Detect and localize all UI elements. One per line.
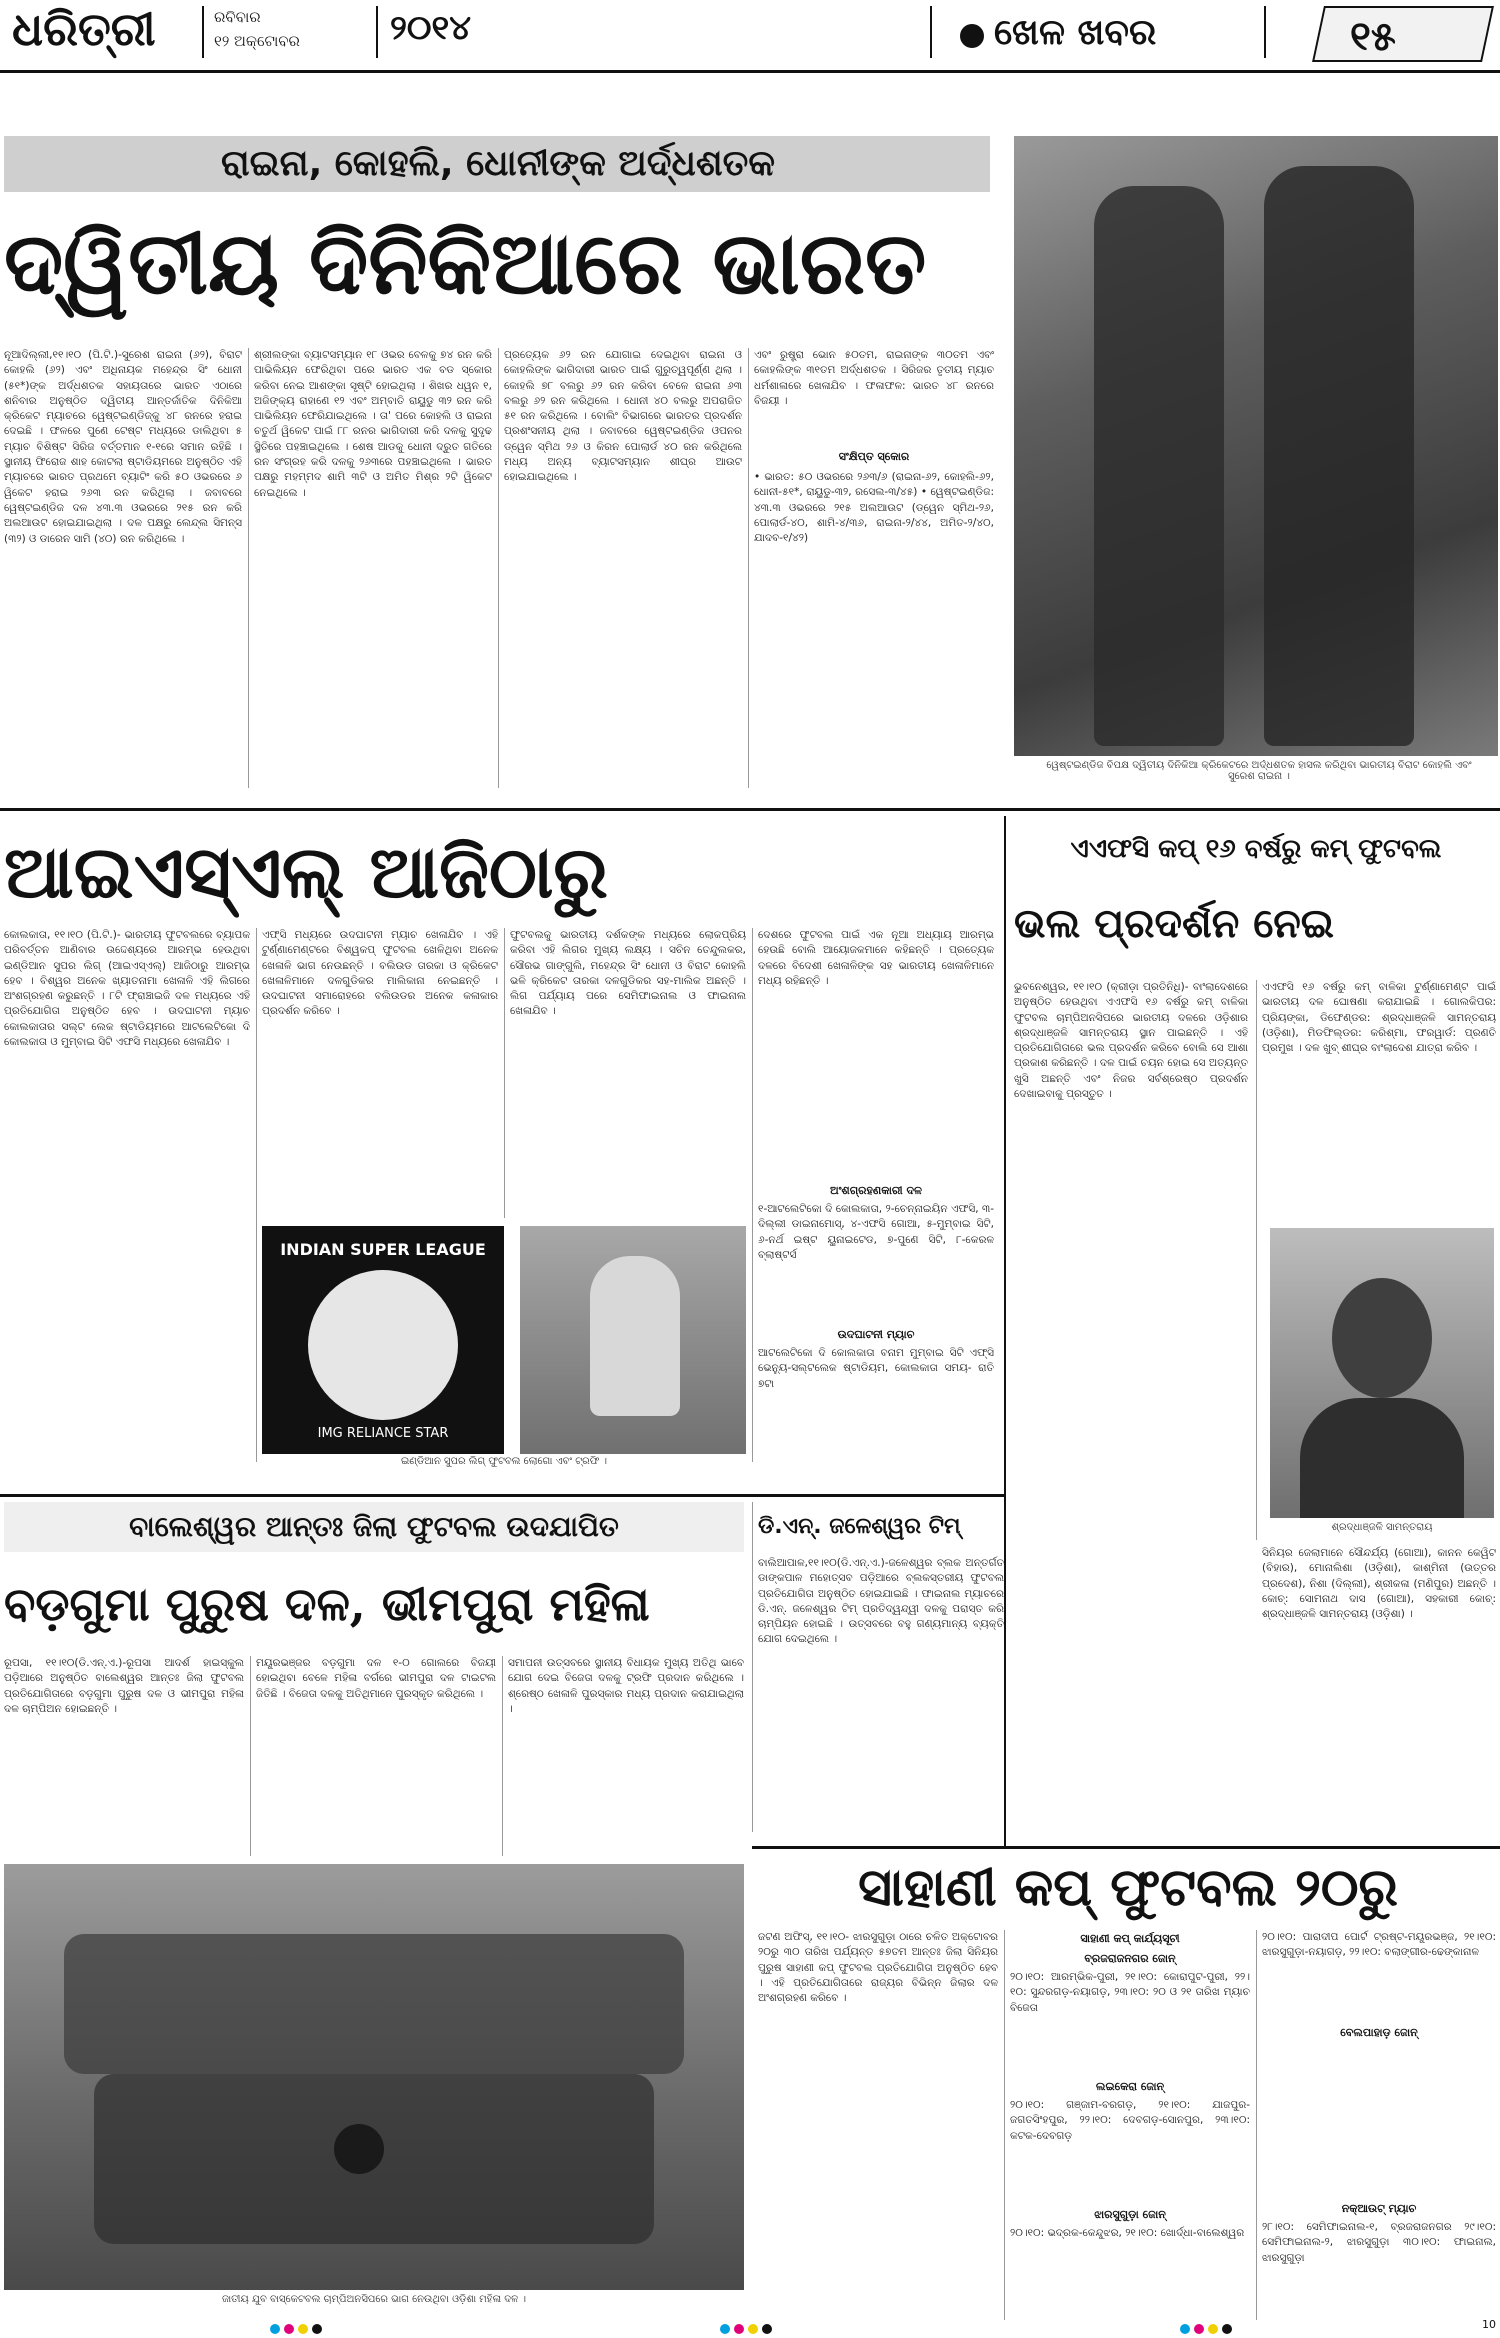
section-rule-3 (752, 1846, 1500, 1849)
story4-headline: ବଡ଼ଗୁମା ପୁରୁଷ ଦଳ, ଭୀମପୁରା ମହିଳା (4, 1577, 650, 1631)
story3-kicker: ଏଏଫସି କପ୍ ୧୬ ବର୍ଷରୁ କମ୍ ଫୁଟବଲ (1070, 834, 1442, 864)
masthead (0, 0, 1500, 68)
teams-heading: ଅଂଶଗ୍ରହଣକାରୀ ଦଳ (830, 1184, 922, 1197)
basketball-icon (334, 2124, 384, 2174)
knockout-list: ୨୮।୧୦: ସେମିଫାଇନାଲ-୧, ବ୍ରଜରାଜନଗର ୨୯।୧୦: ସେମିଫାଇନାଲ-୨, ଝାରସୁଗୁଡ଼ା ୩୦।୧୦: ଫାଇନାଲ, ଝାରସୁଗୁଡ଼ା (1262, 2221, 1496, 2264)
opening-match-text: ଆଟଲେଟିକୋ ଦି କୋଲକାତା ବନାମ ମୁମ୍ବାଇ ସିଟି ଏଫ୍‌ସି ଭେନ୍ୟୁ-ସଲ୍ଟଲେକ ଷ୍ଟାଡିୟମ, କୋଲକାତା ସମୟ- ରାତି ୭ଟା (758, 1347, 994, 1390)
story4-col1: ରୂପସା, ୧୧।୧୦(ଡି.ଏନ୍.ଏ.)-ରୂପସା ଆଦର୍ଶ ହାଇସ୍କୁଲ ପଡ଼ିଆରେ ଅନୁଷ୍ଠିତ ବାଲେଶ୍ୱର ଆନ୍ତଃ ଜିଲା ଫୁଟବଲ ପ୍ରତିଯୋଗିତାରେ ବଡ଼ଗୁମା ପୁରୁଷ ଦଳ ଓ ଭୀମପୁରା ମହିଳା ଦଳ ଚାମ୍ପିଅନ ହୋଇଛନ୍ତି । (4, 1657, 244, 1715)
masthead-rule (0, 70, 1500, 73)
story1-kicker: ରାଇନା, କୋହଲି, ଧୋନୀଙ୍କ ଅର୍ଦ୍ଧଶତକ (221, 143, 775, 184)
masthead-year: ୨୦୧୪ (390, 8, 472, 48)
isl-logo-text: INDIAN SUPER LEAGUE (280, 1240, 486, 1259)
registration-mark (734, 2324, 744, 2334)
newspaper-logo: ଧରିତ୍ରୀ (12, 2, 156, 56)
story3-headline: ଭଲ ପ୍ରଦର୍ଶନ ନେଇ (1014, 901, 1335, 947)
registration-mark (748, 2324, 758, 2334)
story5-body: ବାଲିଆପାଳ,୧୧।୧୦(ଡି.ଏନ୍.ଏ.)-ଜଳେଶ୍ୱର ବ୍ଲକ ଅନ୍ତର୍ଗତ ଡାଙ୍କପାଳ ମହୋତ୍ସବ ପଡ଼ିଆରେ ବ୍ଲକସ୍ତରୀୟ ଫୁଟବଲ ପ୍ରତିଯୋଗିତା ଅନୁଷ୍ଠିତ ହୋଇଯାଇଛି । ଫାଇନାଲ ମ୍ୟାଚରେ ଡି.ଏନ୍. ଜଳେଶ୍ୱର ଟିମ୍ ପ୍ରତିଦ୍ୱନ୍ଦ୍ୱୀ ଦଳକୁ ପରାସ୍ତ କରି ଚାମ୍ପିୟନ ହୋଇଛି । ଉତ୍ସବରେ ବହୁ ଗଣ୍ୟମାନ୍ୟ ବ୍ୟକ୍ତି ଯୋଗ ଦେଇଥିଲେ । (758, 1557, 1004, 1646)
story3-col2: ଏଏଫସି ୧୬ ବର୍ଷରୁ କମ୍ ବାଳିକା ଟୁର୍ଣ୍ଣାମେଣ୍ଟ ପାଇଁ ଭାରତୀୟ ଦଳ ଘୋଷଣା କରାଯାଇଛି । ଗୋଲକିପର: ପ୍ରିୟଙ୍କା, ଡିଫେଣ୍ଡର: ଶ୍ରଦ୍ଧାଞ୍ଜଳି ସାମନ୍ତରାୟ (ଓଡ଼ିଶା), ମିଡଫିଲ୍ଡର: କରିଶ୍ମା, ଫରୱାର୍ଡ: ପ୍ରଣତି ପ୍ରମୁଖ । ଦଳ ଖୁବ୍ ଶୀଘ୍ର ବାଂଲାଦେଶ ଯାତ୍ରା କରିବ । (1262, 981, 1496, 1055)
story6-headline: ସାହାଣୀ କପ୍ ଫୁଟବଲ ୨୦ରୁ (858, 1857, 1398, 1918)
story3-col1: ଭୁବନେଶ୍ୱର, ୧୧।୧୦ (କ୍ରୀଡ଼ା ପ୍ରତିନିଧି)- ବାଂଲାଦେଶରେ ଅନୁଷ୍ଠିତ ହେଉଥିବା ଏଏଫସି ୧୬ ବର୍ଷରୁ କମ୍ ବାଳିକା ଫୁଟବଲ ଚାମ୍ପିଅନସିପରେ ଭାରତୀୟ ଦଳରେ ଓଡ଼ିଶାର ଶ୍ରଦ୍ଧାଞ୍ଜଳି ସାମନ୍ତରାୟ ସ୍ଥାନ ପାଇଛନ୍ତି । ଏହି ପ୍ରତିଯୋଗିତାରେ ଭଲ ପ୍ରଦର୍ଶନ କରିବେ ବୋଲି ସେ ଆଶା ପ୍ରକାଶ କରିଛନ୍ତି । ଦଳ ପାଇଁ ଚୟନ ହୋଇ ସେ ଅତ୍ୟନ୍ତ ଖୁସି ଅଛନ୍ତି ଏବଂ ନିଜର ସର୍ବଶ୍ରେଷ୍ଠ ପ୍ରଦର୍ଶନ ଦେଖାଇବାକୁ ପ୍ରସ୍ତୁତ । (1014, 981, 1248, 1101)
story4-caption: ଜାତୀୟ ଯୁବ ବାସ୍କେଟବଲ ଚାମ୍ପିଅନସିପରେ ଭାଗ ନେଉଥିବା ଓଡ଼ିଶା ମହିଳା ଦଳ । (221, 2294, 527, 2305)
trophy-icon (590, 1256, 680, 1416)
section-rule-1 (0, 808, 1500, 811)
story1-col1: ନୂଆଦିଲ୍ଲୀ,୧୧।୧୦ (ପି.ଟି.)-ସୁରେଶ ରାଇନା (୬୨), ବିରାଟ କୋହଲି (୬୨) ଏବଂ ଅଧିନାୟକ ମହେନ୍ଦ୍ର ସିଂ ଧୋନୀ (୫୧*)ଙ୍କ ଅର୍ଦ୍ଧଶତକ ସହାୟତାରେ ଭାରତ ଏଠାରେ ଶନିବାର ଅନୁଷ୍ଠିତ ଦ୍ୱିତୀୟ ଆନ୍ତର୍ଜାତିକ ଦିନିକିଆ କ୍ରିକେଟ ମ୍ୟାଚରେ ୱେଷ୍ଟଇଣ୍ଡିଜ୍‌କୁ ୪୮ ରନରେ ହରାଇ ଦେଇଛି । ଫଳରେ ପୁଣେ ଟେଷ୍ଟ ମଧ୍ୟରେ ଡାଲିଥିବା ୫ ମ୍ୟାଚ ବିଶିଷ୍ଟ ସିରିଜ ବର୍ତ୍ତମାନ ୧-୧ରେ ସମାନ ରହିଛି । ସ୍ଥାନୀୟ ଫିରୋଜ ଶାହ କୋଟଲା ଷ୍ଟାଡିୟମରେ ଅନୁଷ୍ଠିତ ଏହି ମ୍ୟାଚରେ ଭାରତ ପ୍ରଥମେ ବ୍ୟାଟିଂ କରି ୫୦ ଓଭରରେ ୬ ୱିକେଟ ହରାଇ ୨୬୩ ରନ କରିଥିଲା । ଜବାବରେ ୱେଷ୍ଟଇଣ୍ଡିଜ ଦଳ ୪୩.୩ ଓଭରରେ ୨୧୫ ରନ କରି ଅଲଆଉଟ ହୋଇଯାଇଥିଲା । ଦଳ ପକ୍ଷରୁ ଲେନ୍ଦ୍ଲ ସିମନ୍ସ (୩୨) ଓ ଡାରେନ ସାମି (୪୦) ରନ କରିଥିଲେ । (4, 349, 242, 545)
zone4-heading: ବେଲପାହାଡ଼ ଜୋନ୍ (1340, 2026, 1418, 2039)
isl-logo-panel (262, 1226, 504, 1454)
masthead-day: ରବିବାର (214, 8, 261, 26)
story2-col3: ଫୁଟବଲକୁ ଭାରତୀୟ ଦର୍ଶକଙ୍କ ମଧ୍ୟରେ ଲୋକପ୍ରିୟ କରିବା ଏହି ଲିଗର ମୁଖ୍ୟ ଲକ୍ଷ୍ୟ । ସଚିନ ତେନ୍ଦୁଲକର, ସୌରଭ ଗାଙ୍ଗୁଲି, ମହେନ୍ଦ୍ର ସିଂ ଧୋନୀ ଓ ବିରାଟ କୋହଲି ଭଳି କ୍ରିକେଟ ତାରକା ଦଳଗୁଡିକର ସହ-ମାଲିକ ଅଛନ୍ତି । ଲିଗ ପର୍ଯ୍ୟାୟ ପରେ ସେମିଫାଇନାଲ ଓ ଫାଇନାଲ ଖେଳାଯିବ । (510, 929, 746, 1018)
scoreboard-text: • ଭାରତ: ୫୦ ଓଭରରେ ୨୬୩/୬ (ରାଇନା-୬୨, କୋହଲି-୬୨, ଧୋନୀ-୫୧*, ରାୟୁଡୁ-୩୨, ରସେଲ-୩/୪୫) • ୱେଷ୍ଟଇଣ୍ଡିଜ: ୪୩.୩ ଓଭରରେ ୨୧୫ ଅଲଆଉଟ (ଡ୍ୱେନ ସ୍ମିଥ-୨୬, ପୋଲାର୍ଡ-୪୦, ଶାମି-୪/୩୬, ରାଇନା-୨/୪୪, ଅମିତ-୨/୪୦, ଯାଦବ-୧/୪୨) (754, 471, 994, 545)
zone1-list: ୨୦।୧୦: ଆରମ୍ଭିକ-ପୁରୀ, ୨୧।୧୦: କୋରାପୁଟ-ପୁରୀ, ୨୨।୧୦: ସୁନ୍ଦରଗଡ଼-ନୟାଗଡ଼, ୨୩।୧୦: ୨୦ ଓ ୨୧ ତାରିଖ ମ୍ୟାଚ ବିଜେତା (1010, 1971, 1250, 2014)
page-number-tab (1312, 6, 1494, 62)
registration-mark (1194, 2324, 1204, 2334)
scoreboard-heading: ସଂକ୍ଷିପ୍ତ ସ୍କୋର (838, 450, 910, 463)
zone1-heading: ବ୍ରଜରାଜନଗର ଜୋନ୍ (1084, 1952, 1176, 1965)
masthead-date: ୧୨ ଅକ୍ଟୋବର (214, 32, 300, 50)
sradhanjali-photo (1270, 1228, 1494, 1518)
story1-col4: ଏବଂ ରୁଷ୍ଟ୍ରା ଭୋନ ୫୦ତମ, ରାଇନାଙ୍କ ୩୦ତମ ଏବଂ କୋହଲିଙ୍କ ୩୧ତମ ଅର୍ଦ୍ଧଶତକ । ସିରିଜର ତୃତୀୟ ମ୍ୟାଚ ଧର୍ମଶାଳାରେ ଖେଳାଯିବ । ଫଳାଫଳ: ଭାରତ ୪୮ ରନରେ ବିଜୟୀ । (754, 349, 994, 407)
story2-col4: ଦେଶରେ ଫୁଟବଲ ପାଇଁ ଏକ ନୂଆ ଅଧ୍ୟାୟ ଆରମ୍ଭ ହେଉଛି ବୋଲି ଆୟୋଜକମାନେ କହିଛନ୍ତି । ପ୍ରତ୍ୟେକ ଦଳରେ ବିଦେଶୀ ଖେଳାଳିଙ୍କ ସହ ଭାରତୀୟ ଖେଳାଳିମାନେ ମଧ୍ୟ ରହିଛନ୍ତି । (758, 929, 994, 987)
registration-mark (1180, 2324, 1190, 2334)
teams-list: ୧-ଆଟଲେଟିକୋ ଦି କୋଲକାତା, ୨-ଚେନ୍ନାଇୟିନ ଏଫସି, ୩-ଦିଲ୍ଲୀ ଡାଇନାମୋସ୍, ୪-ଏଫସି ଗୋଆ, ୫-ମୁମ୍ବାଇ ସିଟି, ୬-ନର୍ଥ ଇଷ୍ଟ ୟୁନାଇଟେଡ, ୭-ପୁଣେ ସିଟି, ୮-କେରଳ ବ୍ଲାଷ୍ଟର୍ସ (758, 1203, 994, 1261)
registration-mark (284, 2324, 294, 2334)
registration-mark (762, 2324, 772, 2334)
story6-body: ଜଟଣ ଅଫିସ୍, ୧୧।୧୦- ଝାରସୁଗୁଡ଼ା ଠାରେ ଚଳିତ ଅକ୍ଟୋବର ୨୦ରୁ ୩୦ ତାରିଖ ପର୍ଯ୍ୟନ୍ତ ୫୭ତମ ଆନ୍ତଃ ଜିଲା ସିନିୟର ପୁରୁଷ ସାହାଣୀ କପ୍ ଫୁଟବଲ ପ୍ରତିଯୋଗିତା ଅନୁଷ୍ଠିତ ହେବ । ଏହି ପ୍ରତିଯୋଗିତାରେ ରାଜ୍ୟର ବିଭିନ୍ନ ଜିଲାର ଦଳ ଅଂଶଗ୍ରହଣ କରିବେ । (758, 1931, 998, 2005)
section-icon (960, 24, 984, 48)
story4-col3: ସମାପନୀ ଉତ୍ସବରେ ସ୍ଥାନୀୟ ବିଧାୟକ ମୁଖ୍ୟ ଅତିଥି ଭାବେ ଯୋଗ ଦେଇ ବିଜେତା ଦଳକୁ ଟ୍ରଫି ପ୍ରଦାନ କରିଥିଲେ । ଶ୍ରେଷ୍ଠ ଖେଳାଳି ପୁରସ୍କାର ମଧ୍ୟ ପ୍ରଦାନ କରାଯାଇଥିଲା । (508, 1657, 744, 1715)
page-number: ୧୫ (1350, 14, 1396, 60)
story4-col2: ମୟୂରଭଞ୍ଜର ବଡ଼ଗୁମା ଦଳ ୧-୦ ଗୋଲରେ ବିଜୟୀ ହୋଇଥିବା ବେଳେ ମହିଳା ବର୍ଗରେ ଭୀମପୁରା ଦଳ ଟାଇଟଲ ଜିତିଛି । ବିଜେତା ଦଳକୁ ଅତିଥିମାନେ ପୁରସ୍କୃତ କରିଥିଲେ । (256, 1657, 496, 1700)
story2-headline: ଆଇଏସ୍ଏଲ୍ ଆଜିଠାରୁ (4, 829, 608, 914)
zone2-heading: ଲଇକେରା ଜୋନ୍ (1095, 2080, 1165, 2093)
story1-col3: ପ୍ରତ୍ୟେକ ୬୨ ରନ ଯୋଗାଇ ଦେଇଥିବା ରାଇନା ଓ କୋହଲିଙ୍କ ଭାଗିଦାରୀ ଭାରତ ପାଇଁ ଗୁରୁତ୍ୱପୂର୍ଣ୍ଣ ଥିଲା । କୋହଲି ୭୮ ବଲରୁ ୬୨ ରନ କରିବା ବେଳେ ରାଇନା ୬୩ ବଲରୁ ୬୨ ରନ କରିଥିଲେ । ଧୋନୀ ୪୦ ବଲରୁ ଅପରାଜିତ ୫୧ ରନ କରିଥିଲେ । ବୋଲିଂ ବିଭାଗରେ ଭାରତର ପ୍ରଦର୍ଶନ ପ୍ରଶଂସନୀୟ ଥିଲା । ଜବାବରେ ୱେଷ୍ଟଇଣ୍ଡିଜ ଓପନର ଡ୍ୱେନ ସ୍ମିଥ ୨୬ ଓ କିରନ ପୋଲାର୍ଡ ୪୦ ରନ କରିଥିଲେ ମଧ୍ୟ ଅନ୍ୟ ବ୍ୟାଟସମ୍ୟାନ ଶୀଘ୍ର ଆଉଟ ହୋଇଯାଇଥିଲେ । (504, 349, 742, 484)
story2-caption: ଇଣ୍ଡିଆନ ସୁପର ଲିଗ୍ ଫୁଟବଲ ଲୋଗୋ ଏବଂ ଟ୍ରଫି । (400, 1456, 607, 1467)
registration-mark (1208, 2324, 1218, 2334)
zone3-list: ୨୦।୧୦: ଭଦ୍ରକ-କେନ୍ଦୁଝର, ୨୧।୧୦: ଖୋର୍ଦ୍ଧା-ବାଲେଶ୍ୱର (1010, 2227, 1245, 2239)
knockout-heading: ନକ୍‌ଆଉଟ୍ ମ୍ୟାଚ (1341, 2202, 1417, 2215)
story3-caption: ଶ୍ରଦ୍ଧାଞ୍ଜଳି ସାମନ୍ତରାୟ (1331, 1522, 1433, 1533)
story1-photo (1014, 136, 1498, 756)
isl-sponsor-text: IMG RELIANCE STAR (317, 1426, 449, 1441)
registration-mark (720, 2324, 730, 2334)
registration-mark (1222, 2324, 1232, 2334)
story2-col1: କୋଲକାତା, ୧୧।୧୦ (ପି.ଟି.)- ଭାରତୀୟ ଫୁଟବଲରେ ବ୍ୟାପକ ପରିବର୍ତ୍ତନ ଆଣିବାର ଉଦ୍ଦେଶ୍ୟରେ ଆରମ୍ଭ ହେଉଥିବା ଇଣ୍ଡିଆନ ସୁପର ଲିଗ୍ (ଆଇଏସ୍ଏଲ୍) ଆଜିଠାରୁ ଆରମ୍ଭ ହେବ । ବିଶ୍ୱର ଅନେକ ଖ୍ୟାତନାମା ଖେଳାଳି ଏହି ଲିଗରେ ଅଂଶଗ୍ରହଣ କରୁଛନ୍ତି । ୮ଟି ଫ୍ରାଞ୍ଚାଇଜି ଦଳ ମଧ୍ୟରେ ଏହି ପ୍ରତିଯୋଗିତା ଅନୁଷ୍ଠିତ ହେବ । ଉଦଘାଟନୀ ମ୍ୟାଚ କୋଲକାତାର ସଲ୍ଟ ଲେକ ଷ୍ଟାଡିୟମରେ ଆଟଲେଟିକୋ ଦି କୋଲକାତା ଓ ମୁମ୍ବାଇ ସିଟି ଏଫସି ମଧ୍ୟରେ ଖେଳାଯିବ । (4, 929, 250, 1049)
story5-headline: ଡି.ଏନ୍. ଜଳେଶ୍ୱର ଟିମ୍ (758, 1514, 961, 1539)
zone2-list: ୨୦।୧୦: ଗଞ୍ଜାମ-ବରଗଡ଼, ୨୧।୧୦: ଯାଜପୁର-ଜଗତସିଂହପୁର, ୨୨।୧୦: ଦେବଗଡ଼-ସୋନପୁର, ୨୩।୧୦: କଟକ-ଦେବଗଡ଼ (1010, 2099, 1250, 2142)
section-title: ଖେଳ ଖବର (994, 12, 1157, 53)
story1-col2: ଶ୍ରୀଲଙ୍କା ବ୍ୟାଟସମ୍ୟାନ ୧୮ ଓଭର ବେଳକୁ ୭୪ ରନ କରି ପାଭିଲିୟନ ଫେରିଥିବା ପରେ ଭାରତ ଏକ ବଡ ସ୍କୋର କରିବା ନେଇ ଆଶଙ୍କା ସୃଷ୍ଟି ହୋଇଥିଲା । ଶିଖର ଧୱନ ୧, ଅଜିଙ୍କ୍ୟ ରାହାଣେ ୧୨ ଏବଂ ଅମ୍ବାତି ରାୟୁଡୁ ୩୨ ରନ କରି ପାଭିଲିୟନ ଫେରିଯାଇଥିଲେ । ତା' ପରେ କୋହଲି ଓ ରାଇନା ଚତୁର୍ଥ ୱିକେଟ ପାଇଁ ୮୮ ରନର ଭାଗିଦାରୀ କରି ଦଳକୁ ସୁଦୃଢ ସ୍ଥିତିରେ ପହଞ୍ଚାଇଥିଲେ । ଶେଷ ଆଡକୁ ଧୋନୀ ଦ୍ରୁତ ଗତିରେ ରନ ସଂଗ୍ରହ କରି ଦଳକୁ ୨୬୩ରେ ପହଞ୍ଚାଇଥିଲେ । ଭାରତ ପକ୍ଷରୁ ମହମ୍ମଦ ଶାମି ୩ଟି ଓ ଅମିତ ମିଶ୍ର ୨ଟି ୱିକେଟ ନେଇଥିଲେ । (254, 349, 492, 499)
zone4-list: ୨୦।୧୦: ପାରାଦୀପ ପୋର୍ଟ ଟ୍ରଷ୍ଟ-ମୟୂରଭଞ୍ଜ, ୨୧।୧୦: ଝାରସୁଗୁଡ଼ା-ନୟାଗଡ଼, ୨୨।୧୦: ବଲାଙ୍ଗୀର-ଢେଙ୍କାନାଳ (1262, 1931, 1496, 1959)
story5-col2: ସିନିୟର ଜେଲାମାନେ ସୌନ୍ଦର୍ଯ୍ୟ (ଗୋଆ), କାନନ କେୱିଟ (ବିହାର), ମୋନାଲିଶା (ଓଡ଼ିଶା), କାଶ୍ମିନୀ (ଉତ୍ତର ପ୍ରଦେଶ), ନିଶା (ଦିଲ୍ଲୀ), ଶ୍ରୀକଳା (ମଣିପୁର) ଅଛନ୍ତି । କୋଚ୍: ସୋମନାଥ ଦାସ (ଗୋଆ), ସହକାରୀ କୋଚ୍: ଶ୍ରଦ୍ଧାଞ୍ଜଳି ସାମନ୍ତରାୟ (ଓଡ଼ିଶା) । (1262, 1547, 1496, 1621)
footer-page-number: 10 (1482, 2318, 1496, 2331)
opening-match-heading: ଉଦଘାଟନୀ ମ୍ୟାଚ (837, 1328, 915, 1341)
story2-col2: ଏଫ୍‌ସି ମଧ୍ୟରେ ଉଦଘାଟନୀ ମ୍ୟାଚ ଖେଳାଯିବ । ଏହି ଟୁର୍ଣ୍ଣାମେଣ୍ଟରେ ବିଶ୍ୱକପ୍ ଫୁଟବଲ ଖେଳିଥିବା ଅନେକ ଖେଳାଳି ଭାଗ ନେଉଛନ୍ତି । ବଲିଉଡ ତାରକା ଓ କ୍ରିକେଟ ଖେଳାଳିମାନେ ଦଳଗୁଡିକର ମାଲିକାନା ନେଇଛନ୍ତି । ଉଦଘାଟନୀ ସମାରୋହରେ ବଲିଉଡର ଅନେକ କଳାକାର ପ୍ରଦର୍ଶନ କରିବେ । (262, 929, 498, 1018)
trophy-photo (520, 1226, 746, 1454)
story1-headline: ଦ୍ୱିତୀୟ ଦିନିକିଆରେ ଭାରତ (4, 213, 927, 314)
zone3-heading: ଝାରସୁଗୁଡ଼ା ଜୋନ୍ (1094, 2208, 1166, 2221)
story1-caption: ୱେଷ୍ଟଇଣ୍ଡିଜ ବିପକ୍ଷ ଦ୍ୱିତୀୟ ଦିନିକିଆ କ୍ରିକେଟରେ ଅର୍ଦ୍ଧଶତକ ହାସଲ କରିଥିବା ଭାରତୀୟ ବିରାଟ କୋହଲି ଏବଂ ସୁରେଶ ରାଇନା । (1046, 760, 1472, 782)
story4-kicker: ବାଲେଶ୍ୱର ଆନ୍ତଃ ଜିଲା ଫୁଟବଲ ଉଦଯାପିତ (4, 1502, 744, 1552)
registration-mark (298, 2324, 308, 2334)
registration-mark (312, 2324, 322, 2334)
team-photo (4, 1864, 744, 2290)
schedule-heading: ସାହାଣୀ କପ୍ କାର୍ଯ୍ୟସୂଚୀ (1080, 1932, 1180, 1945)
registration-mark (270, 2324, 280, 2334)
isl-ball-icon (308, 1270, 458, 1420)
section-rule-2 (0, 1494, 1004, 1497)
